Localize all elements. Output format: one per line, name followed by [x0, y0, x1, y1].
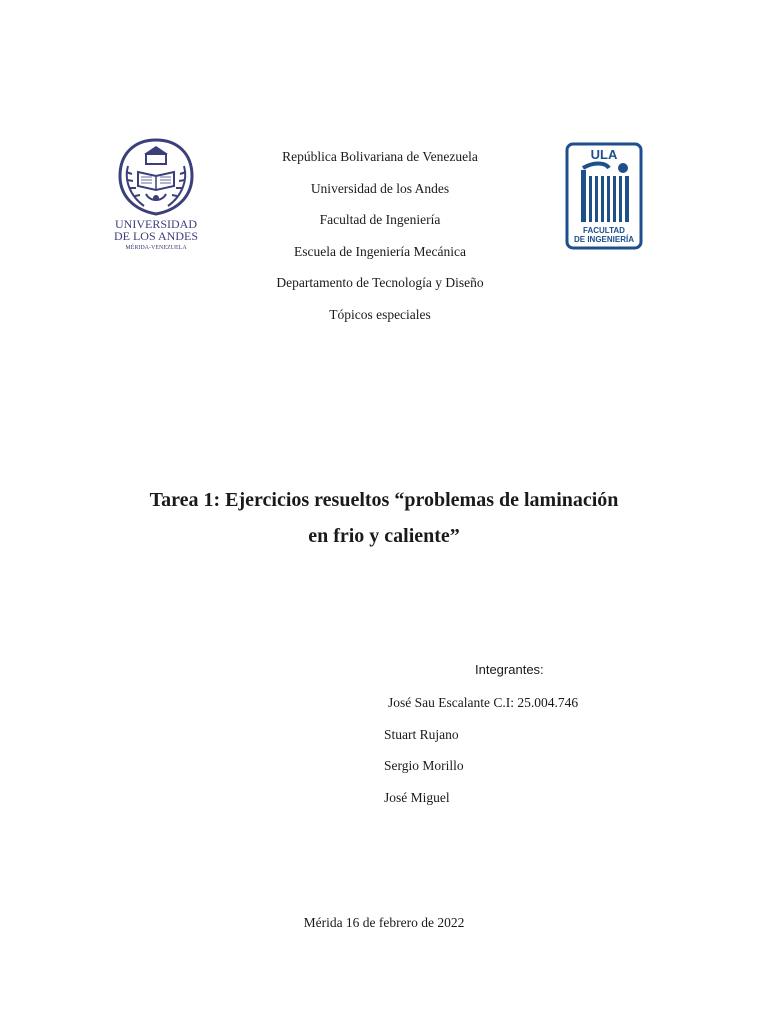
place-and-date: Mérida 16 de febrero de 2022	[303, 915, 465, 930]
logo-left-line1: UNIVERSIDAD	[115, 217, 197, 231]
header-line-course: Tópicos especiales	[329, 306, 431, 322]
members-list	[384, 692, 578, 818]
header-line-school: Escuela de Ingeniería Mecánica	[293, 243, 467, 259]
member-1: José Sau Escalante C.I: 25.004.746	[388, 695, 579, 710]
header-line-faculty: Facultad de Ingeniería	[319, 212, 441, 227]
header-line-department: Departamento de Tecnología y Diseño	[276, 275, 484, 290]
ula-university-logo	[110, 136, 202, 252]
assignment-title	[60, 482, 708, 554]
title-line-2: en frio y caliente”	[308, 525, 460, 547]
logo-right-bottom1: FACULTAD	[583, 226, 625, 235]
header-line-country: República Bolivariana de Venezuela	[282, 149, 478, 164]
member-3: Sergio Morillo	[384, 758, 464, 773]
title-line-1: Tarea 1: Ejercicios resueltos “problemas de laminación	[149, 489, 619, 511]
member-4: José Miguel	[384, 789, 450, 805]
engineering-faculty-logo	[563, 142, 645, 252]
institution-header	[230, 146, 530, 335]
logo-right-top: ULA	[590, 147, 618, 162]
members-label: Integrantes:	[475, 662, 544, 677]
header-line-university: Universidad de los Andes	[310, 180, 450, 196]
logo-right-bottom2: DE INGENIERÍA	[573, 235, 635, 244]
faculty-shield-icon	[563, 142, 645, 252]
member-2: Stuart Rujano	[384, 726, 459, 742]
logo-left-line3: MÉRIDA-VENEZUELA	[125, 245, 187, 251]
logo-left-line2: DE LOS ANDES	[113, 229, 199, 243]
university-seal-icon	[110, 136, 202, 252]
